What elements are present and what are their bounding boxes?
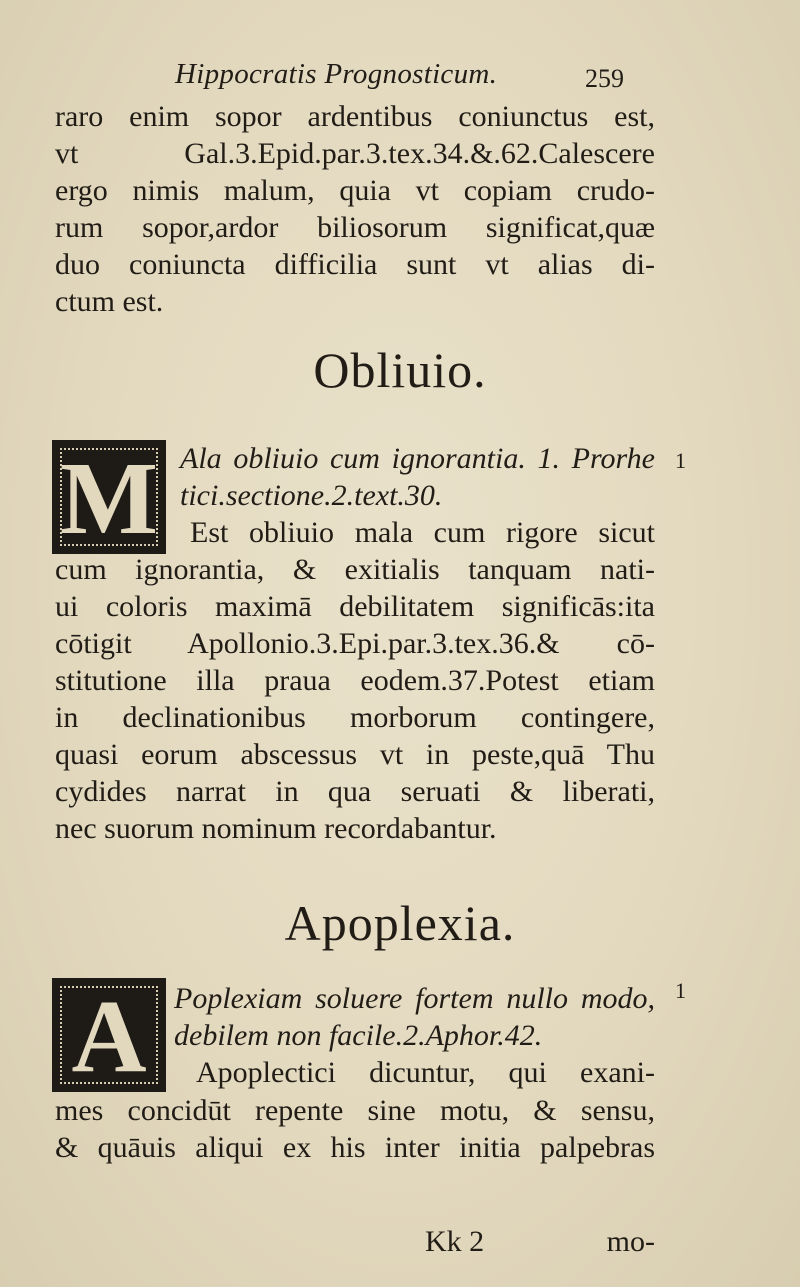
marginal-number: 1 (675, 448, 686, 473)
signature-mark: Kk 2 (425, 1225, 485, 1258)
text-line: in declinationibus morborum contingere, (55, 701, 655, 734)
text-line: Apoplectici dicuntur, qui exani- (196, 1056, 655, 1089)
drop-cap-m (52, 440, 166, 554)
drop-cap-letter: A (71, 979, 147, 1092)
text-line: cōtigit Apollonio.3.Epi.par.3.tex.36.& cō- (55, 627, 655, 660)
lemma-line: Ala obliuio cum ignorantia. 1. Prorhe (180, 442, 655, 475)
page-footer (55, 1225, 655, 1265)
text-line: cydides narrat in qua seruati & liberati, (55, 775, 655, 808)
paragraph-apoplexia (55, 1092, 655, 1166)
text-line: raro enim sopor ardentibus coniunctus est, (55, 100, 655, 133)
lemma-apoplexia (174, 980, 655, 1091)
drop-cap-a (52, 978, 166, 1092)
text-line: duo coniuncta difficilia sunt vt alias di- (55, 248, 655, 281)
text-line: cum ignorantia, & exitialis tanquam nati- (55, 553, 655, 586)
text-line: Est obliuio mala cum rigore sicut (190, 516, 655, 549)
text-line: ctum est. (55, 285, 164, 318)
text-line: rum sopor,ardor biliosorum significat,quæ (55, 211, 655, 244)
lemma-obliuio (180, 440, 655, 551)
catchword: mo- (606, 1225, 655, 1258)
running-head: Hippocratis Prognosticum. (175, 58, 498, 90)
text-line: nec suorum nominum recordabantur. (55, 812, 497, 845)
continued-paragraph (55, 98, 655, 320)
page-header (55, 58, 655, 98)
text-line: & quāuis aliqui ex his inter initia palpebras (55, 1131, 655, 1164)
text-line: ui coloris maximā debilitatem significās:ita (55, 590, 655, 623)
marginal-number: 1 (675, 978, 686, 1003)
text-line: stitutione illa praua eodem.37.Potest etiam (55, 664, 655, 697)
drop-cap-letter: M (59, 441, 159, 554)
lemma-line: tici.sectione.2.text.30. (180, 479, 443, 512)
text-line: quasi eorum abscessus vt in peste,quā Thu (55, 738, 655, 771)
section-title-apoplexia: Apoplexia. (284, 895, 516, 951)
text-line: vt Gal.3.Epid.par.3.tex.34.&.62.Calescere (55, 137, 655, 170)
text-line: ergo nimis malum, quia vt copiam crudo- (55, 174, 655, 207)
text-line: mes concidūt repente sine motu, & sensu, (55, 1094, 655, 1127)
lemma-line: Poplexiam soluere fortem nullo modo, (174, 982, 655, 1015)
paragraph-obliuio (55, 551, 655, 847)
section-title-obliuio: Obliuio. (313, 342, 487, 398)
lemma-line: debilem non facile.2.Aphor.42. (174, 1019, 543, 1052)
page-number: 259 (585, 64, 624, 93)
